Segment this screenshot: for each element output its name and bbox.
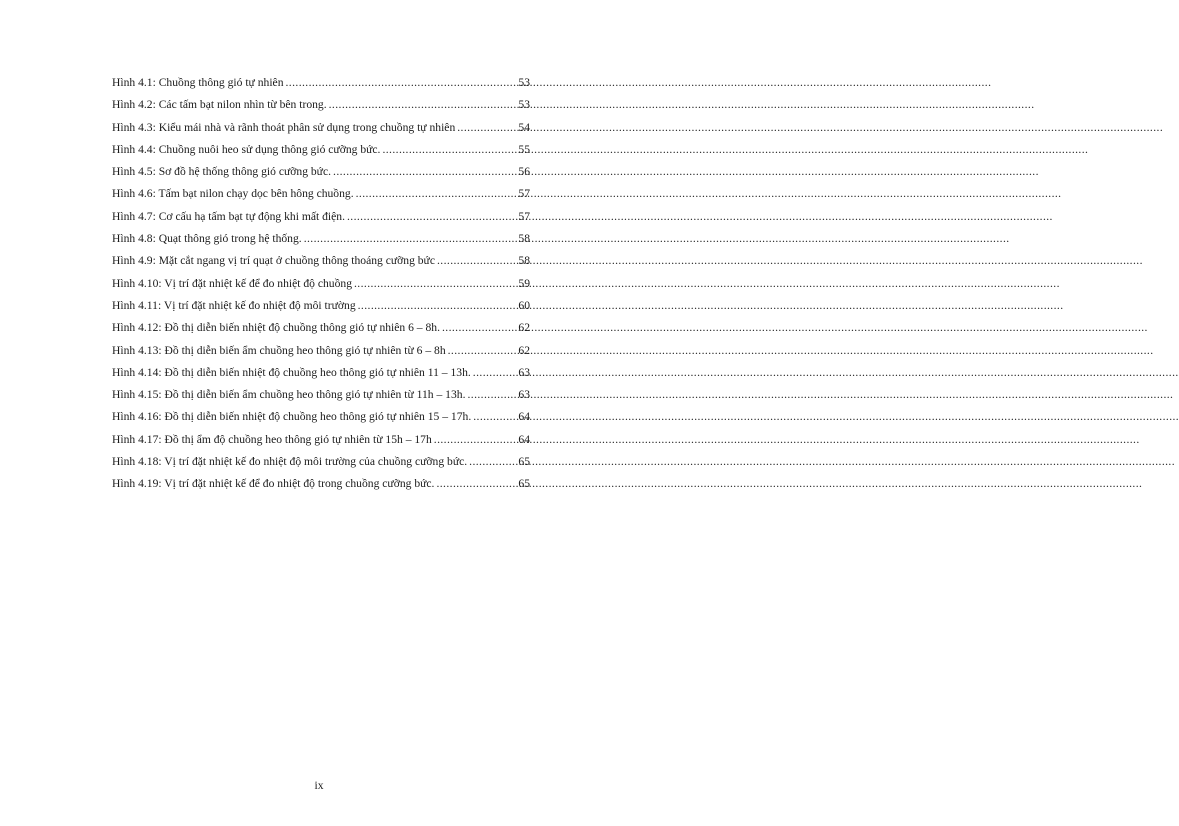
- dot-leader: [437, 254, 514, 267]
- figure-list-entry: [112, 187, 530, 209]
- figure-list-entry: [112, 98, 530, 120]
- figure-page-number: 54: [518, 120, 530, 134]
- page-number: ix: [314, 779, 324, 792]
- figure-list: [112, 76, 530, 500]
- figure-list-entry: [112, 76, 530, 98]
- dot-leader: [436, 477, 514, 490]
- dot-leader: [473, 410, 514, 423]
- figure-page-number: 63: [518, 365, 530, 379]
- figure-page-number: 56: [518, 165, 530, 179]
- dot-leader: [304, 232, 514, 245]
- figure-caption: Hình 4.1: Chuồng thông gió tự nhiên: [112, 76, 284, 89]
- dot-leader: [467, 388, 514, 401]
- figure-list-entry: [112, 433, 530, 455]
- figure-page-number: 65: [518, 477, 530, 491]
- figure-caption: Hình 4.2: Các tấm bạt nilon nhìn từ bên trong.: [112, 98, 327, 112]
- figure-caption: Hình 4.5: Sơ đồ hệ thống thông gió cưỡng bức.: [112, 165, 332, 179]
- dot-leader: [286, 76, 515, 89]
- figure-list-entry: [112, 477, 530, 499]
- dot-leader: [347, 210, 514, 223]
- figure-list-entry: [112, 121, 530, 143]
- dot-leader: [358, 299, 514, 312]
- dot-leader: [354, 277, 514, 290]
- figure-page-number: 64: [518, 410, 530, 424]
- figure-caption: Hình 4.10: Vị trí đặt nhiệt kế để đo nhiệt độ chuồng: [112, 276, 352, 290]
- figure-page-number: 57: [518, 209, 530, 223]
- dot-leader: [473, 366, 514, 379]
- dot-leader: [356, 187, 514, 200]
- figure-list-entry: [112, 165, 530, 187]
- figure-list-entry: [112, 254, 530, 276]
- figure-page-number: 65: [518, 455, 530, 469]
- dot-leader: [434, 433, 514, 446]
- figure-list-entry: [112, 210, 530, 232]
- dot-leader: [457, 121, 514, 134]
- figure-page-number: 60: [518, 298, 530, 312]
- figure-caption: Hình 4.6: Tấm bạt nilon chạy dọc bên hông chuồng.: [112, 187, 354, 201]
- figure-page-number: 59: [518, 276, 530, 290]
- figure-caption: Hình 4.3: Kiểu mái nhà và rãnh thoát phân sử dụng trong chuồng tự nhiên: [112, 120, 456, 134]
- figure-page-number: 53: [518, 76, 530, 89]
- figure-list-entry: [112, 143, 530, 165]
- figure-caption: Hình 4.19: Vị trí đặt nhiệt kế để đo nhiệt độ trong chuồng cưỡng bức.: [112, 477, 435, 491]
- figure-page-number: 55: [518, 142, 530, 156]
- figure-page-number: 63: [518, 388, 530, 402]
- figure-caption: Hình 4.12: Đồ thị diễn biến nhiệt độ chuồng thông gió tự nhiên 6 – 8h.: [112, 321, 440, 335]
- figure-caption: Hình 4.14: Đồ thị diễn biến nhiệt độ chuồng heo thông gió tự nhiên 11 – 13h.: [112, 365, 471, 379]
- figure-list-entry: [112, 277, 530, 299]
- figure-caption: Hình 4.9: Mặt cắt ngang vị trí quạt ở chuồng thông thoáng cưỡng bức: [112, 254, 435, 268]
- figure-page-number: 62: [518, 343, 530, 357]
- figure-list-entry: [112, 232, 530, 254]
- figure-caption: Hình 4.4: Chuồng nuôi heo sử dụng thông gió cưỡng bức.: [112, 142, 381, 156]
- figure-list-entry: [112, 410, 530, 432]
- dot-leader: [448, 344, 514, 357]
- figure-page-number: 64: [518, 432, 530, 446]
- dot-leader: [442, 321, 514, 334]
- figure-page-number: 57: [518, 187, 530, 201]
- figure-caption: Hình 4.17: Đồ thị ẩm độ chuồng heo thông gió tự nhiên từ 15h – 17h: [112, 432, 432, 446]
- figure-caption: Hình 4.13: Đồ thị diễn biến ẩm chuồng heo thông gió tự nhiên từ 6 – 8h: [112, 343, 446, 357]
- figure-caption: Hình 4.11: Vị trí đặt nhiệt kế đo nhiệt độ môi trường: [112, 298, 356, 312]
- dot-leader: [333, 165, 514, 178]
- figure-caption: Hình 4.7: Cơ cấu hạ tấm bạt tự động khi mất điện.: [112, 209, 345, 223]
- figure-list-entry: [112, 321, 530, 343]
- figure-list-entry: [112, 455, 530, 477]
- dot-leader: [469, 455, 514, 468]
- figure-list-entry: [112, 344, 530, 366]
- figure-list-entry: [112, 388, 530, 410]
- figure-caption: Hình 4.18: Vị trí đặt nhiệt kế đo nhiệt độ môi trường của chuồng cưỡng bức.: [112, 455, 468, 469]
- figure-page-number: 58: [518, 232, 530, 246]
- figure-page-number: 53: [518, 98, 530, 112]
- figure-caption: Hình 4.8: Quạt thông gió trong hệ thống.: [112, 232, 302, 246]
- figure-caption: Hình 4.15: Đồ thị diễn biến ẩm chuồng heo thông gió tự nhiên từ 11h – 13h.: [112, 388, 466, 402]
- figure-page-number: 62: [518, 321, 530, 335]
- dot-leader: [382, 143, 514, 156]
- figure-page-number: 58: [518, 254, 530, 268]
- figure-list-entry: [112, 366, 530, 388]
- dot-leader: [329, 98, 514, 111]
- figure-caption: Hình 4.16: Đồ thị diễn biến nhiệt độ chuồng heo thông gió tự nhiên 15 – 17h.: [112, 410, 472, 424]
- figure-list-entry: [112, 299, 530, 321]
